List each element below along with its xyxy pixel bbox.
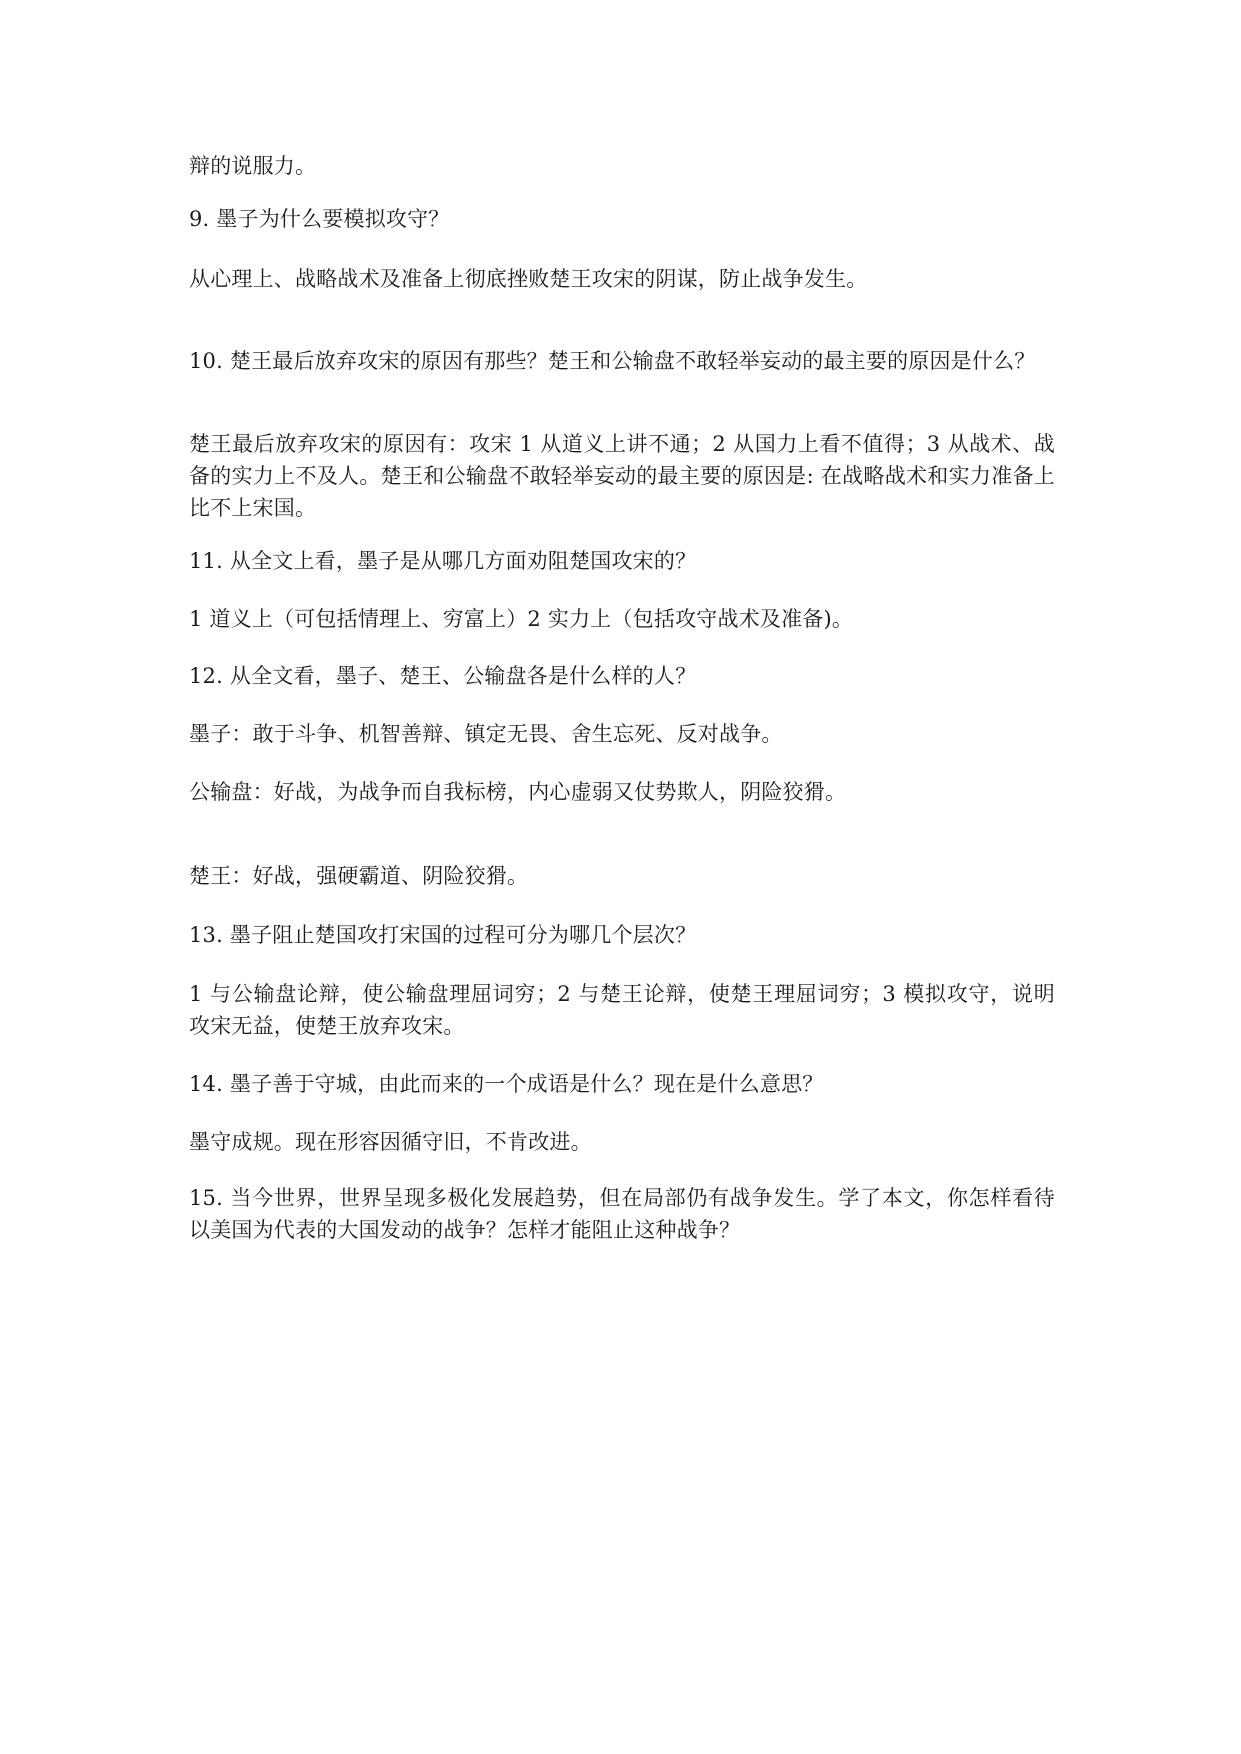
question-9: 9. 墨子为什么要模拟攻守？ bbox=[189, 207, 450, 231]
question-10: 10. 楚王最后放弃攻宋的原因有那些？楚王和公输盘不敢轻举妄动的最主要的原因是什么？ bbox=[189, 349, 1036, 373]
question-12: 12. 从全文看，墨子、楚王、公输盘各是什么样的人？ bbox=[189, 664, 697, 688]
answer-12-mozi: 墨子：敢于斗争、机智善辩、镇定无畏、舍生忘死、反对战争。 bbox=[189, 722, 783, 746]
answer-14: 墨守成规。现在形容因循守旧，不肯改进。 bbox=[189, 1130, 592, 1154]
answer-12-chuwang: 楚王：好战，强硬霸道、阴险狡猾。 bbox=[189, 864, 529, 888]
answer-13: 1 与公输盘论辩，使公输盘理屈词穷；2 与楚王论辩，使楚王理屈词穷；3 模拟攻守，说明攻宋无益，使楚王放弃攻宋。 bbox=[189, 982, 1055, 1038]
question-14: 14. 墨子善于守城，由此而来的一个成语是什么？现在是什么意思？ bbox=[189, 1072, 824, 1096]
text-fragment: 辩的说服力。 bbox=[189, 154, 317, 178]
answer-11: 1 道义上（可包括情理上、穷富上）2 实力上（包括攻守战术及准备)。 bbox=[189, 607, 854, 631]
answer-10: 楚王最后放弃攻宋的原因有：攻宋 1 从道义上讲不通；2 从国力上看不值得；3 从战术、战备的实力上不及人。楚王和公输盘不敢轻举妄动的最主要的原因是: 在战略战术和实力准备上比不上宋国。 bbox=[189, 432, 1055, 520]
answer-9: 从心理上、战略战术及准备上彻底挫败楚王攻宋的阴谋，防止战争发生。 bbox=[189, 267, 868, 291]
answer-12-gongshupan: 公输盘：好战，为战争而自我标榜，内心虚弱又仗势欺人，阴险狡猾。 bbox=[189, 780, 847, 804]
question-13: 13. 墨子阻止楚国攻打宋国的过程可分为哪几个层次？ bbox=[189, 923, 697, 947]
question-15: 15. 当今世界，世界呈现多极化发展趋势，但在局部仍有战争发生。学了本文，你怎样看待以美国为代表的大国发动的战争？怎样才能阻止这种战争？ bbox=[189, 1186, 1055, 1242]
question-11: 11. 从全文上看，墨子是从哪几方面劝阻楚国攻宋的？ bbox=[189, 549, 697, 573]
